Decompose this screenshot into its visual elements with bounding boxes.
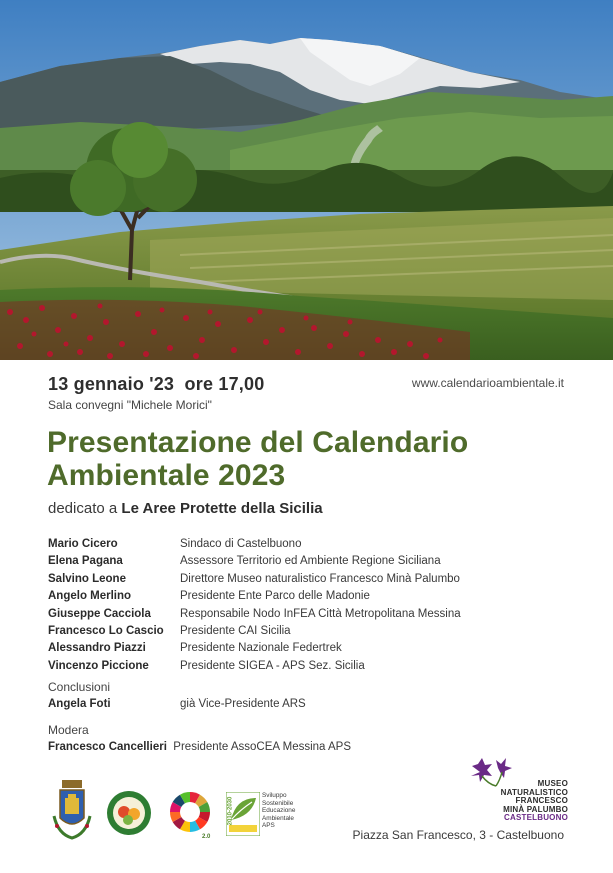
- title-line-2: Ambientale 2023: [47, 459, 286, 492]
- speaker-row: [48, 606, 588, 623]
- speaker-row: [48, 571, 588, 588]
- speaker-name: Elena Pagana: [48, 555, 123, 568]
- sse-logo: [226, 792, 296, 838]
- museum-line: FRANCESCO: [515, 796, 568, 806]
- sse-line: APS: [262, 822, 275, 830]
- speaker-role: Presidente Ente Parco delle Madonie: [180, 590, 370, 603]
- conclusions-label: Conclusioni: [48, 680, 111, 694]
- speaker-name: Angelo Merlino: [48, 590, 132, 603]
- moderator-name: Francesco Cancellieri: [48, 741, 167, 753]
- speaker-role: Responsabile Nodo InFEA Città Metropolitana Messina: [180, 607, 461, 620]
- museum-logo: [468, 758, 568, 824]
- speakers-list: [48, 536, 588, 675]
- conclusions-row: [48, 698, 306, 710]
- event-venue: Sala convegni "Michele Morici": [48, 398, 212, 412]
- speaker-row: [48, 623, 588, 640]
- sse-line: Educazione: [262, 807, 296, 815]
- website-link[interactable]: www.calendarioambientale.it: [411, 376, 564, 390]
- dedication: [48, 500, 323, 517]
- event-date: 13 gennaio '23: [48, 374, 175, 394]
- museum-line: CASTELBUONO: [504, 813, 568, 823]
- speaker-role: Presidente SIGEA - APS Sez. Sicilia: [180, 659, 365, 672]
- speaker-row: [48, 553, 588, 570]
- agenda-mark: 2.0: [202, 834, 211, 840]
- museum-line: NATURALISTICO: [500, 787, 568, 797]
- speaker-name: Vincenzo Piccione: [48, 659, 149, 672]
- museum-line: MINÀ PALUMBO: [503, 804, 568, 814]
- dedication-prefix: dedicato a: [48, 500, 118, 517]
- moderator-role: Presidente AssoCEA Messina APS: [173, 741, 352, 753]
- museum-name: [501, 780, 568, 823]
- sse-years: 2010-2030: [227, 796, 234, 826]
- speaker-name: Alessandro Piazzi: [48, 642, 146, 655]
- sse-line: Sviluppo: [262, 792, 287, 799]
- sse-line: Ambientale: [262, 814, 294, 822]
- speaker-name: Mario Cicero: [48, 538, 118, 550]
- dedication-subject: Le Aree Protette della Sicilia: [121, 500, 323, 517]
- conclusions-name: Angela Foti: [48, 698, 111, 710]
- speaker-name: Francesco Lo Cascio: [48, 625, 164, 638]
- speaker-role: Direttore Museo naturalistico Francesco Minà Palumbo: [180, 572, 460, 585]
- sustainable-development-wheel-icon: [166, 790, 214, 838]
- speaker-name: Salvino Leone: [48, 572, 126, 585]
- speaker-row: [48, 588, 588, 605]
- event-datetime: [48, 374, 264, 395]
- castelbuono-coat-of-arms-icon: [48, 778, 96, 844]
- hero-landscape-photo: [0, 0, 613, 360]
- association-round-logo-icon: [106, 790, 152, 836]
- sse-line: Sostenibile: [262, 799, 294, 807]
- event-time: ore 17,00: [184, 374, 265, 394]
- conclusions-role: già Vice-Presidente ARS: [180, 698, 306, 710]
- sponsor-logos: [48, 778, 296, 848]
- event-title: [47, 426, 587, 492]
- speaker-role: Sindaco di Castelbuono: [180, 538, 302, 550]
- speaker-role: Assessore Territorio ed Ambiente Regione Siciliana: [180, 555, 441, 568]
- speaker-row: [48, 640, 588, 657]
- moderator-row: [48, 741, 351, 753]
- museum-line: MUSEO: [537, 779, 568, 788]
- moderator-label: Modera: [48, 723, 89, 737]
- speaker-row: [48, 536, 588, 553]
- speaker-role: Presidente Nazionale Federtrek: [180, 642, 342, 655]
- sse-text: [262, 792, 295, 830]
- title-line-1: Presentazione del Calendario: [47, 426, 469, 459]
- speaker-row: [48, 658, 588, 675]
- speaker-name: Giuseppe Cacciola: [48, 607, 151, 620]
- address: Piazza San Francesco, 3 - Castelbuono: [352, 828, 564, 842]
- speaker-role: Presidente CAI Sicilia: [180, 625, 291, 638]
